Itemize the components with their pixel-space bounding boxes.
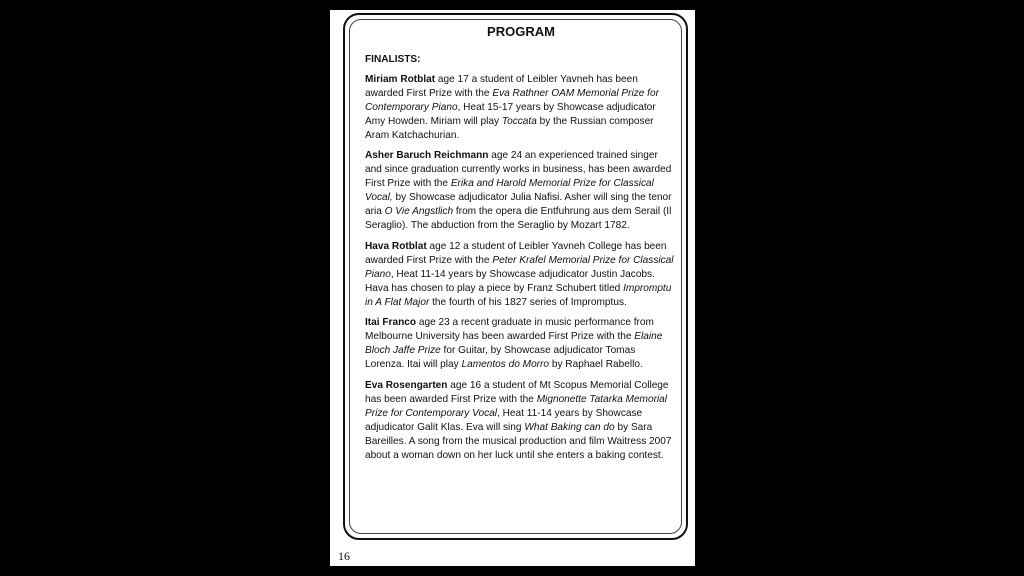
finalist-text: the fourth of his 1827 series of Impromptus. — [429, 296, 627, 308]
finalist-name: Hava Rotblat — [365, 240, 427, 252]
finalist-text: by Sara Bareilles. A song from the musical production and film Waitress 2007 about a woman down on her luck until she enters a baking contest. — [365, 421, 672, 461]
finalist-text: age 12 a student of Leibler Yavneh College has been awarded First Prize with the — [365, 240, 667, 266]
prize-name: Mignonette Tatarka Memorial Prize for Contemporary Vocal — [365, 393, 668, 419]
finalist-name: Eva Rosengarten — [365, 380, 448, 392]
finalist-name: Itai Franco — [365, 317, 417, 329]
finalist-text: , Heat 11-14 years by Showcase adjudicator Galit Klas. Eva will sing — [365, 407, 643, 433]
piece-title: Lamentos do Morro — [461, 359, 550, 371]
finalist-text: from the opera die Entfuhrung aus dem Serail (Il Seraglio). The abduction from the Seraglio by Mozart 1782. — [365, 206, 672, 231]
finalist-text: by Showcase adjudicator Julia Nafisi. Asher will sing the tenor aria — [365, 192, 672, 218]
program-content — [365, 24, 677, 469]
finalist-text: , Heat 15-17 years by Showcase adjudicator Amy Howden. Miriam will play — [365, 101, 656, 127]
finalist-entry-itai — [365, 316, 677, 372]
finalist-name: Asher Baruch Reichmann — [365, 150, 489, 162]
finalist-text: age 24 an experienced trained singer and since graduation currently works in business, has been awarded First Prize with the — [365, 150, 672, 190]
finalist-entry-hava — [365, 240, 677, 310]
prize-name: Elaine Bloch Jaffe Prize — [365, 331, 663, 357]
prize-name: Peter Krafel Memorial Prize for Classical Piano — [365, 254, 674, 280]
prize-name: Eva Rathner OAM Memorial Prize for Contemporary Piano — [365, 87, 659, 113]
finalist-entry-asher — [365, 149, 677, 232]
piece-title: What Baking can do — [524, 421, 615, 433]
page-number: 16 — [338, 549, 350, 563]
finalist-text: age 16 a student of Mt Scopus Memorial College has been awarded First Prize with the — [365, 380, 669, 405]
finalist-name: Miriam Rotblat — [365, 73, 436, 85]
page-title: PROGRAM — [487, 24, 555, 39]
prize-name: Erika and Harold Memorial Prize for Classical Vocal, — [365, 178, 654, 204]
finalist-entry-miriam — [365, 73, 677, 143]
finalist-text: , Heat 11-14 years by Showcase adjudicator Justin Jacobs. Hava has chosen to play a piece by Franz Schubert titled — [365, 268, 655, 294]
program-page — [330, 10, 695, 566]
finalist-entry-eva — [365, 379, 677, 462]
finalist-text: age 23 a recent graduate in music performance from Melbourne University has been awarded First Prize with the — [365, 317, 654, 343]
finalists-label: FINALISTS: — [365, 54, 421, 65]
finalist-text: age 17 a student of Leibler Yavneh has been awarded First Prize with the — [365, 73, 638, 99]
piece-title: O Vie Angstlich — [384, 206, 454, 218]
finalist-text: by the Russian composer Aram Katchachurian. — [365, 115, 654, 141]
finalist-text: for Guitar, by Showcase adjudicator Tomas Lorenza. Itai will play — [365, 345, 636, 371]
piece-title: Impromptu in A Flat Major — [365, 282, 672, 308]
piece-title: Toccata — [501, 115, 537, 127]
finalist-text: by Raphael Rabello. — [549, 359, 643, 371]
